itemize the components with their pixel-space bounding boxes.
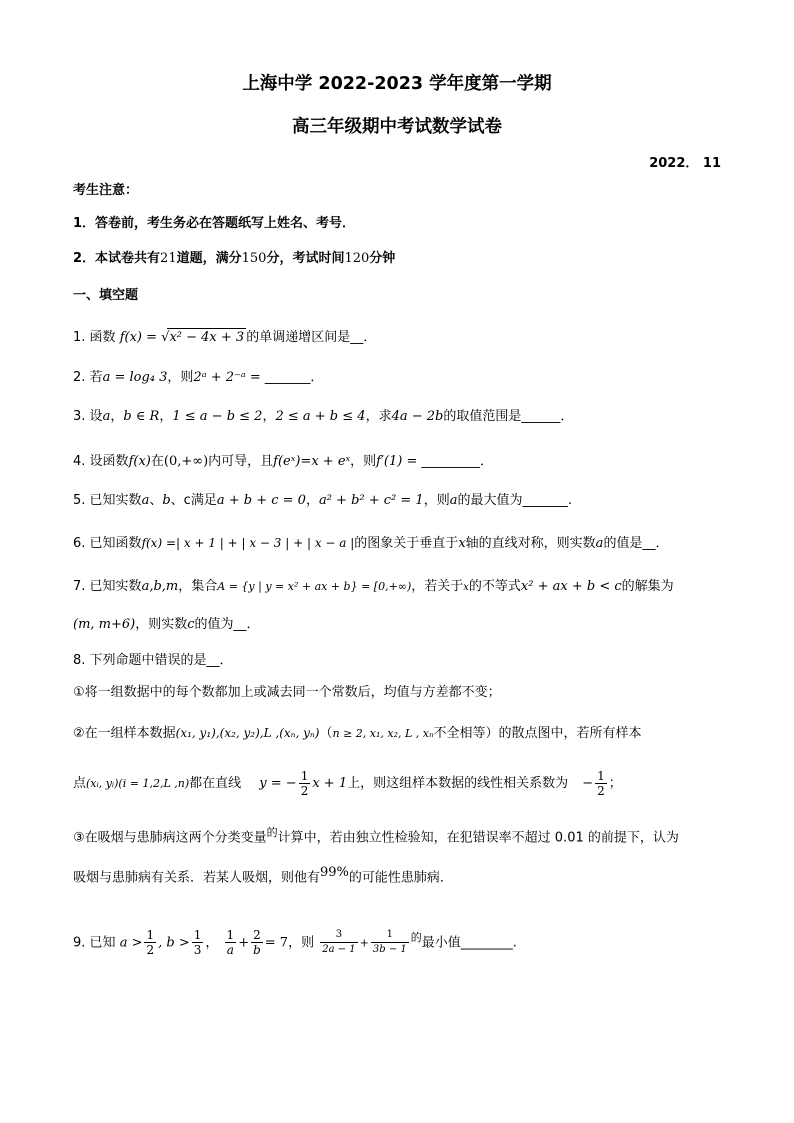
notice-item-2: 2．本试卷共有21道题，满分150分，考试时间120分钟 [73, 251, 396, 266]
fraction-one-half: $\frac{1}{2}$ [146, 928, 155, 958]
question-4: 4. 设函数f(x)在(0,+∞)内可导，且f(eˣ)=x + eˣ，则f′(1) = _________． [73, 454, 493, 469]
notice-heading: 考生注意： [73, 183, 139, 198]
question-8-statement-1: ①将一组数据中的每个数都加上或减去同一个常数后，均值与方差都不变； [73, 685, 501, 700]
question-8-statement-2-line-2: 点(xᵢ, yᵢ)(i = 1,2,L ,n)都在直线 y = − $\frac{1}{2}$ x + 1上，则这组样本数据的线性相关系数为 − $\frac{1}{2}$ ； [73, 769, 622, 798]
question-6: 6. 已知函数f(x) =| x + 1 | + | x − 3 | + | x − a |的图象关于垂直于x轴的直线对称，则实数a的值是__． [73, 536, 669, 551]
fraction-one-over-3b-minus-1: $\frac{1}{3b - 1}$ [372, 929, 407, 956]
fraction-three-over-2a-minus-1: $\frac{3}{2a - 1}$ [322, 929, 356, 956]
question-8-statement-2-line-1: ②在一组样本数据(x₁, y₁),(x₂, y₂),L ,(xₙ, yₙ)（n ≥ 2, x₁, x₂, L , xₙ不全相等）的散点图中，若所有样本 [73, 726, 642, 741]
question-2: 2. 若a = log₄ 3，则2ᵃ + 2⁻ᵃ = _______． [73, 370, 324, 385]
section-heading-fill-in: 一、填空题 [73, 288, 139, 303]
fraction-one-third: $\frac{1}{3}$ [193, 928, 202, 958]
question-8-statement-3-line-2: 吸烟与患肺病有关系．若某人吸烟，则他有99%的可能性患肺病． [73, 865, 453, 886]
fraction-one-over-a: $\frac{1}{a}$ [226, 928, 235, 958]
question-9: 9. 已知 a > $\frac{1}{2}$ , b > $\frac{1}{3}$ ， $\frac{1}{a}$ + $\frac{2}{b}$ = 7，则 $\frac{3}{2a - 1}$ + $\frac{1}{3b - 1}$ $^的$最小值________. [73, 928, 517, 958]
notice-item-1: 1．答卷前，考生务必在答题纸写上姓名、考号． [73, 216, 356, 231]
question-5: 5. 已知实数a、b、c满足a + b + c = 0，a² + b² + c² = 1，则a的最大值为_______. [73, 493, 573, 508]
fraction-one-half: $\frac{1}{2}$ [300, 769, 309, 798]
question-3: 3. 设a，b ∈ R，1 ≤ a − b ≤ 2，2 ≤ a + b ≤ 4，求4a − 2b的取值范围是______． [73, 409, 574, 424]
q1-formula: f(x) = √x² − 4x + 3 [119, 330, 245, 345]
exam-title-subject: 高三年级期中考试数学试卷 [292, 117, 502, 137]
exam-date: 2022． 11 [649, 156, 721, 171]
fraction-two-over-b: $\frac{2}{b}$ [253, 928, 261, 958]
fraction-one-half: $\frac{1}{2}$ [597, 769, 605, 798]
question-1: 1. 函数 f(x) = √x² − 4x + 3 的单调递增区间是__． [73, 330, 377, 345]
question-8-statement-3-line-1: ③在吸烟与患肺病这两个分类变量$^的$计算中，若由独立性检验知，在犯错误率不超过 0.01 的前提下，认为 [73, 826, 679, 846]
question-7-line-2: (m, m+6)，则实数c的值为__． [73, 617, 260, 632]
question-8: 8. 下列命题中错误的是__． [73, 653, 233, 668]
question-7-line-1: 7. 已知实数a,b,m，集合A = {y | y = x² + ax + b} = [0,+∞)，若关于x的不等式x² + ax + b < c的解集为 [73, 579, 674, 594]
exam-title-school: 上海中学 2022-2023 学年度第一学期 [242, 74, 552, 94]
